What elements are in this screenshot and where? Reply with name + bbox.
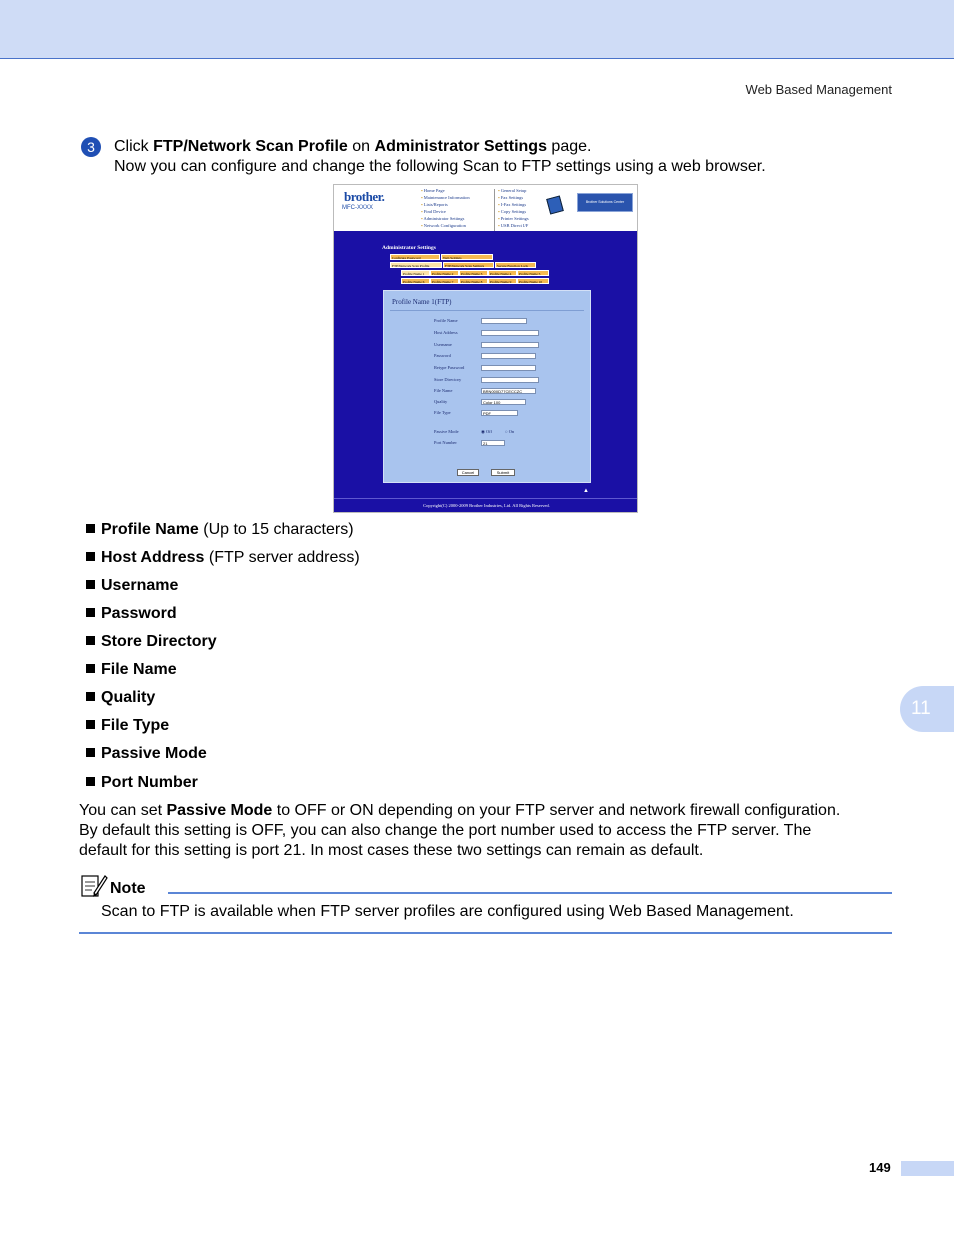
- page-number: 149: [869, 1160, 891, 1175]
- nav-item-fax[interactable]: ▪ Fax Settings: [498, 194, 529, 201]
- nav-item-printer[interactable]: ▪ Printer Settings: [498, 215, 529, 222]
- step-instruction: [114, 138, 591, 156]
- nav-divider: [494, 189, 495, 231]
- page-number-bar: [901, 1161, 954, 1176]
- footer-divider: [334, 498, 638, 499]
- bullet-square-icon: [86, 664, 95, 673]
- nav-item-find-device[interactable]: ▪ Find Device: [421, 208, 470, 215]
- bullet-square-icon: [86, 777, 95, 786]
- list-item: [86, 689, 155, 707]
- bullet-square-icon: [86, 720, 95, 729]
- list-item-term: File Type: [101, 717, 170, 734]
- label-username: Username: [434, 342, 452, 347]
- note-rule-bottom: [79, 932, 892, 934]
- label-profile-name: Profile Name: [434, 318, 458, 323]
- tab-configure-password[interactable]: Configure Password: [390, 254, 440, 260]
- passive-mode-ref: Passive Mode: [166, 802, 273, 819]
- panel-divider: [390, 310, 584, 311]
- list-item: [86, 745, 207, 763]
- scroll-top-icon[interactable]: ▲: [583, 488, 589, 494]
- nav-right: [498, 187, 529, 229]
- tab-profile-5[interactable]: Profile Name 5: [517, 270, 549, 276]
- list-item: [86, 717, 169, 735]
- bullet-square-icon: [86, 748, 95, 757]
- tab-profile-7[interactable]: Profile Name 7: [430, 278, 459, 284]
- paragraph-text: You can set: [79, 802, 167, 819]
- brother-logo: brother.: [344, 189, 385, 204]
- username-input[interactable]: [481, 342, 539, 348]
- list-item-term: Quality: [101, 689, 156, 706]
- tab-profile-10[interactable]: Profile Name 10: [517, 278, 549, 284]
- label-file-name: File Name: [434, 388, 453, 393]
- label-host-address: Host Address: [434, 330, 458, 335]
- nav-item-ifax[interactable]: ▪ I-Fax Settings: [498, 201, 529, 208]
- step-text: on: [347, 138, 375, 155]
- web-ui-screenshot: [333, 184, 638, 513]
- list-item: [86, 521, 354, 539]
- label-quality: Quality: [434, 399, 448, 404]
- list-item-term: Host Address: [101, 549, 205, 566]
- nav-item-maintenance[interactable]: ▪ Maintenance Information: [421, 194, 470, 201]
- nav-item-usb[interactable]: ▪ USB Direct I/F: [498, 222, 529, 229]
- nav-item-home[interactable]: ▪ Home Page: [421, 187, 470, 194]
- label-retype-password: Retype Password: [434, 365, 465, 370]
- header-band: [0, 0, 954, 59]
- note-pencil-icon: [80, 873, 108, 900]
- tab-profile-2[interactable]: Profile Name 2: [430, 270, 459, 276]
- passive-on-label: On: [508, 429, 515, 434]
- step-number-badge: 3: [81, 137, 101, 157]
- list-item-term: Username: [101, 577, 179, 594]
- tab-secure-function-lock[interactable]: Secure Function Lock: [495, 262, 536, 268]
- list-item: [86, 661, 177, 679]
- label-port-number: Port Number: [434, 440, 457, 445]
- solutions-center-button[interactable]: Brother Solutions Center: [577, 193, 633, 212]
- note-title: Note: [110, 880, 146, 897]
- quality-select[interactable]: Color 100: [481, 399, 526, 405]
- list-item: [86, 774, 198, 792]
- book-icon: [546, 195, 564, 214]
- note-rule-top: [168, 892, 892, 894]
- list-item-term: Profile Name: [101, 521, 199, 538]
- list-item-term: Passive Mode: [101, 745, 207, 762]
- list-item-term: Port Number: [101, 774, 198, 791]
- tab-ftp-scan-settings[interactable]: FTP/Network Scan Settings: [443, 262, 494, 268]
- host-address-input[interactable]: [481, 330, 539, 336]
- profile-name-input[interactable]: [481, 318, 527, 324]
- nav-item-general[interactable]: ▪ General Setup: [498, 187, 529, 194]
- body-paragraph-line: [79, 802, 840, 820]
- admin-settings-title: Administrator Settings: [382, 245, 436, 251]
- bullet-square-icon: [86, 608, 95, 617]
- list-item: [86, 577, 178, 595]
- list-item-note: (FTP server address): [204, 549, 360, 566]
- ftp-profile-ref: FTP/Network Scan Profile: [153, 138, 348, 155]
- cancel-button[interactable]: Cancel: [457, 469, 479, 476]
- tab-profile-1[interactable]: Profile Name 1: [401, 270, 430, 276]
- tab-ftp-scan-profile[interactable]: FTP/Network Scan Profile: [390, 262, 442, 268]
- step-text: page.: [546, 138, 592, 155]
- label-passive-mode: Passive Mode: [434, 429, 459, 434]
- tab-profile-4[interactable]: Profile Name 4: [488, 270, 517, 276]
- nav-item-lists[interactable]: ▪ Lists/Reports: [421, 201, 470, 208]
- list-item-term: File Name: [101, 661, 177, 678]
- list-item-term: Password: [101, 605, 177, 622]
- nav-item-admin[interactable]: ▪ Administrator Settings: [421, 215, 470, 222]
- body-paragraph-line: By default this setting is OFF, you can also change the port number used to access the FTP server. The: [79, 822, 812, 839]
- file-name-select[interactable]: BRN000D77CECCZC: [481, 388, 536, 394]
- step-description: Now you can configure and change the following Scan to FTP settings using a web browser.: [114, 158, 766, 175]
- section-title: Web Based Management: [745, 82, 892, 97]
- passive-off-radio[interactable]: ◉ Off: [481, 429, 492, 434]
- label-file-type: File Type: [434, 410, 451, 415]
- nav-left: [421, 187, 470, 229]
- passive-off-label: Off: [485, 429, 492, 434]
- port-number-input[interactable]: 21: [481, 440, 505, 446]
- bullet-square-icon: [86, 552, 95, 561]
- label-password: Password: [434, 353, 451, 358]
- tab-profile-8[interactable]: Profile Name 8: [459, 278, 488, 284]
- bullet-square-icon: [86, 524, 95, 533]
- list-item-term: Store Directory: [101, 633, 217, 650]
- note-text: Scan to FTP is available when FTP server profiles are configured using Web Based Management.: [101, 903, 794, 920]
- bullet-square-icon: [86, 636, 95, 645]
- paragraph-text: to OFF or ON depending on your FTP server and network firewall configuration.: [272, 802, 841, 819]
- submit-button[interactable]: Submit: [491, 469, 515, 476]
- tab-profile-3[interactable]: Profile Name 3: [459, 270, 488, 276]
- retype-password-input[interactable]: [481, 365, 536, 371]
- nav-item-network[interactable]: ▪ Network Configuration: [421, 222, 470, 229]
- passive-on-radio[interactable]: ○ On: [505, 429, 515, 434]
- panel-title: Profile Name 1(FTP): [392, 298, 452, 306]
- step-text: Click: [114, 138, 154, 155]
- profile-panel: [383, 290, 591, 483]
- label-store-directory: Store Directory: [434, 377, 462, 382]
- body-paragraph-line: default for this setting is port 21. In most cases these two settings can remain as default.: [79, 842, 704, 859]
- chapter-tab: 11: [900, 686, 954, 732]
- list-item: [86, 605, 177, 623]
- tab-profile-9[interactable]: Profile Name 9: [488, 278, 517, 284]
- tab-profile-6[interactable]: Profile Name 6: [401, 278, 430, 284]
- admin-settings-ref: Administrator Settings: [374, 138, 547, 155]
- file-type-select[interactable]: PDF: [481, 410, 518, 416]
- store-directory-input[interactable]: [481, 377, 539, 383]
- copyright-text: Copyright(C) 2000-2009 Brother Industries, Ltd. All Rights Reserved.: [423, 503, 550, 508]
- list-item: [86, 549, 360, 567]
- list-item: [86, 633, 217, 651]
- bullet-square-icon: [86, 580, 95, 589]
- bullet-square-icon: [86, 692, 95, 701]
- nav-item-copy[interactable]: ▪ Copy Settings: [498, 208, 529, 215]
- model-label: MFC-XXXX: [342, 205, 374, 211]
- list-item-note: (Up to 15 characters): [198, 521, 354, 538]
- password-input[interactable]: [481, 353, 536, 359]
- tab-web-settings[interactable]: Web Settings: [441, 254, 493, 260]
